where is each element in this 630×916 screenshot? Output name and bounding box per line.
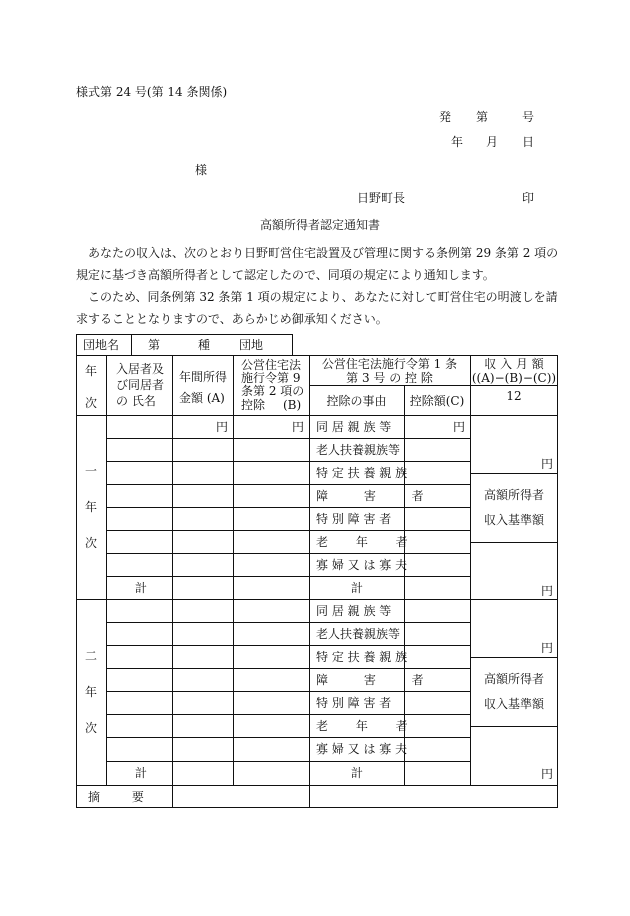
complex-type-dai: 第 [148, 338, 161, 352]
issue-number-mark: 発 [439, 110, 452, 124]
reason-2-1: 同 居 親 族 等 [316, 604, 392, 618]
col-deduction-c-header-1: 公営住宅法施行令第 1 条 [321, 357, 458, 371]
date-year: 年 [451, 135, 464, 149]
col-deduction-b-4: 控除 [241, 398, 266, 412]
yen-monthly-2: 円 [541, 584, 554, 598]
form-number: 様式第 24 号(第 14 条関係) [76, 85, 228, 99]
reason-2-4: 障 害 者 [316, 673, 440, 687]
col-monthly-2: ((A)−(B)−(C)) [471, 371, 557, 385]
threshold-label-1a: 高額所得者 [483, 488, 544, 502]
date-day: 日 [522, 135, 535, 149]
reason-1-3: 特 定 扶 養 親 族 [316, 466, 408, 480]
threshold-label-2a: 高額所得者 [483, 672, 544, 686]
reason-1-5: 特 別 障 害 者 [316, 512, 392, 526]
reason-2-6: 老 年 者 [316, 719, 420, 733]
year2-char-1: 二 [85, 649, 98, 663]
issue-number-go: 号 [522, 110, 535, 124]
yen-deduction-c: 円 [453, 420, 466, 434]
reason-1-2: 老人扶養親族等 [316, 443, 401, 457]
reason-2-5: 特 別 障 害 者 [316, 696, 392, 710]
reason-1-1: 同 居 親 族 等 [316, 420, 392, 434]
complex-suffix: 団地 [239, 338, 264, 352]
document-title: 高額所得者認定通知書 [260, 218, 381, 232]
col-deduction-b-3: 条第 2 項の [241, 384, 305, 398]
col-deduction-c-header-2: 第 3 号 の 控 除 [346, 371, 433, 385]
remarks-label: 摘 要 [88, 790, 158, 804]
col-deduction-b-5: (B) [283, 398, 302, 412]
year1-char-1: 一 [85, 464, 98, 478]
col-income-2: 金額 (A) [179, 391, 225, 405]
yen-deduction-b: 円 [292, 420, 305, 434]
yen-monthly-1: 円 [541, 457, 554, 471]
reason-1-7: 寡 婦 又 は 寡 夫 [316, 558, 408, 572]
total-reason-1: 計 [351, 581, 364, 595]
total-reason-2: 計 [351, 766, 364, 780]
reason-1-6: 老 年 者 [316, 535, 420, 549]
total-resident-2: 計 [135, 766, 148, 780]
issuer: 日野町長 [357, 191, 406, 205]
issue-number-dai: 第 [476, 110, 489, 124]
yen-monthly-4: 円 [541, 767, 554, 781]
col-year-top: 年 [85, 364, 98, 378]
col-deduction-b-2: 施行令第 9 [241, 371, 301, 385]
threshold-label-2b: 収入基準額 [483, 697, 544, 711]
col-income-1: 年間所得 [179, 370, 228, 384]
reason-2-2: 老人扶養親族等 [316, 627, 401, 641]
col-resident-3: の 氏名 [116, 394, 156, 408]
complex-type-shu: 種 [198, 338, 211, 352]
body-paragraph-2: このため、同条例第 32 条第 1 項の規定により、あなたに対して町営住宅の明渡しを請求することとなりますので、あらかじめ御承知ください。 [76, 290, 558, 326]
year1-char-3: 次 [85, 536, 98, 550]
year1-char-2: 年 [85, 500, 98, 514]
total-resident-1: 計 [135, 581, 148, 595]
col-monthly-3: 12 [506, 389, 522, 403]
year2-char-2: 年 [85, 685, 98, 699]
col-resident-2: び同居者 [116, 378, 165, 392]
reason-2-3: 特 定 扶 養 親 族 [316, 650, 408, 664]
col-year-bottom: 次 [85, 396, 98, 410]
body-paragraph-1: あなたの収入は、次のとおり日野町営住宅設置及び管理に関する条例第 29 条第 2 項の規定に基づき高額所得者として認定したので、同項の規定により通知します。 [76, 246, 559, 282]
threshold-label-1b: 収入基準額 [483, 513, 544, 527]
reason-1-4: 障 害 者 [316, 489, 440, 503]
addressee-suffix: 様 [195, 163, 208, 177]
yen-monthly-3: 円 [541, 641, 554, 655]
yen-income: 円 [216, 420, 229, 434]
seal-mark: 印 [522, 191, 535, 205]
reason-2-7: 寡 婦 又 は 寡 夫 [316, 742, 408, 756]
col-amount-c: 控除額(C) [409, 394, 465, 408]
col-resident-1: 入居者及 [116, 362, 165, 376]
date-month: 月 [486, 135, 499, 149]
col-reason: 控除の事由 [326, 394, 387, 408]
income-table [76, 334, 558, 808]
complex-label: 団地名 [83, 338, 120, 352]
col-deduction-b-1: 公営住宅法 [241, 358, 302, 372]
col-monthly-1: 収 入 月 額 [484, 357, 544, 371]
year2-char-3: 次 [85, 721, 98, 735]
